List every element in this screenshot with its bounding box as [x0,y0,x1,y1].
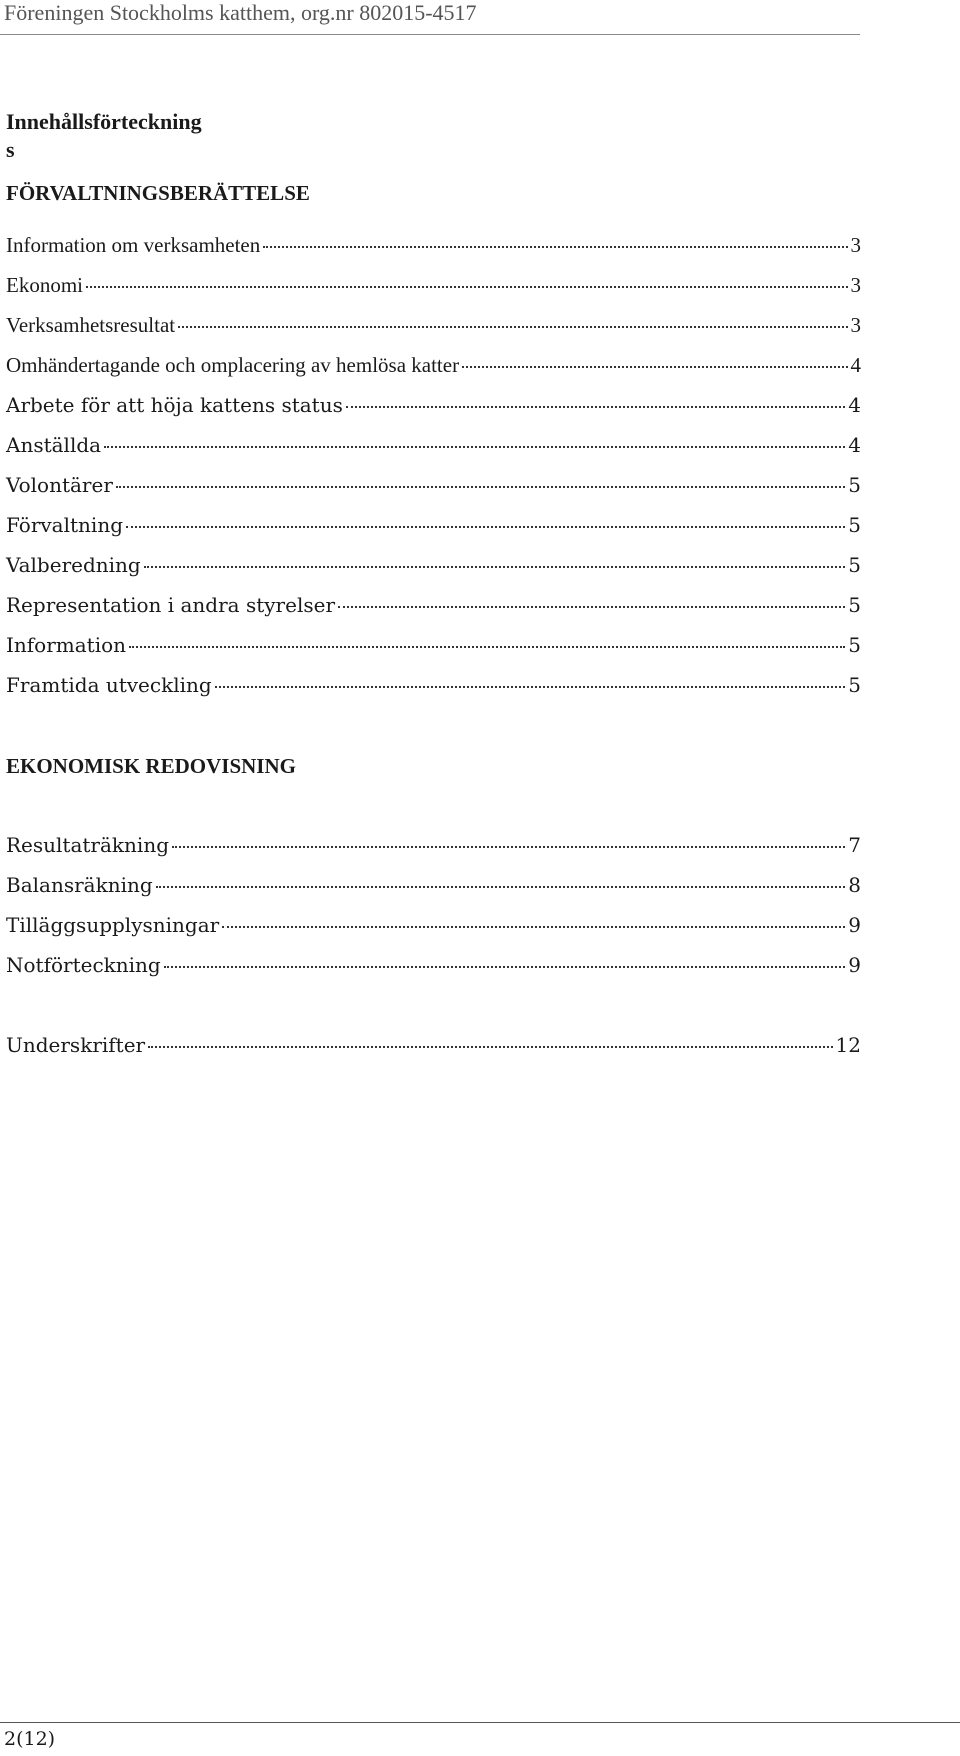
toc-entry-label: Ekonomi [6,273,83,297]
page-number: 2(12) [4,1728,56,1750]
toc-title-line1: Innehållsförteckning [6,109,202,134]
toc-entry-volontarer[interactable] [6,473,861,503]
toc-entry-arbete-for-att-hoja-kattens-status[interactable] [6,393,861,423]
toc-entry-label: Omhändertagande och omplacering av hemlösa katter [6,353,460,377]
toc-entry-label: Balansräkning [6,873,153,897]
toc-leader-dots [178,326,847,328]
toc-entry-page: 5 [848,633,861,657]
toc-entry-page: 3 [850,273,861,297]
toc-entry-label: Verksamhetsresultat [6,313,176,337]
toc-entry-label: Representation i andra styrelser [6,593,336,617]
toc-entry-page: 5 [848,553,861,577]
toc-entry-resultatrakning[interactable] [6,833,861,863]
toc-entry-page: 4 [848,393,861,417]
toc-leader-dots [222,926,845,928]
toc-leader-dots [148,1046,832,1048]
toc-entry-label: Volontärer [6,473,113,497]
toc-entry-information-om-verksamheten[interactable] [6,233,861,263]
toc-entry-label: Information om verksamheten [6,233,261,257]
toc-entry-anstallda[interactable] [6,433,861,463]
toc-entry-page: 12 [835,1033,861,1057]
toc-entry-label: Förvaltning [6,513,124,537]
toc-leader-dots [215,686,846,688]
toc-entry-ekonomi[interactable] [6,273,861,303]
toc-entry-label: Notförteckning [6,953,161,977]
toc-entry-page: 5 [848,593,861,617]
toc-entry-omhandertagande[interactable] [6,353,861,383]
toc-entry-label: Underskrifter [6,1033,146,1057]
toc-entry-label: Valberedning [6,553,141,577]
toc-entry-page: 9 [848,913,861,937]
toc-entry-label: Tilläggsupplysningar [6,913,220,937]
toc-entry-verksamhetsresultat[interactable] [6,313,861,343]
toc-entry-page: 5 [848,473,861,497]
toc-leader-dots [116,486,845,488]
toc-entry-page: 4 [850,353,861,377]
footer-divider [0,1722,960,1723]
toc-leader-dots [263,246,847,248]
toc-entry-page: 8 [848,873,861,897]
section-heading-ekonomisk-redovisning: EKONOMISK REDOVISNING [6,754,296,778]
toc-leader-dots [172,846,845,848]
toc-title-line2: s [6,137,15,162]
toc-entry-label: Resultaträkning [6,833,169,857]
toc-entry-label: Information [6,633,127,657]
toc-entry-page: 5 [848,673,861,697]
toc-entry-underskrifter[interactable] [6,1033,861,1063]
toc-leader-dots [346,406,845,408]
toc-title [6,108,202,164]
toc-leader-dots [104,446,845,448]
toc-entry-valberedning[interactable] [6,553,861,583]
toc-entry-information[interactable] [6,633,861,663]
toc-leader-dots [129,646,845,648]
toc-leader-dots [86,286,848,288]
toc-entry-label: Anställda [6,433,102,457]
toc-entry-page: 3 [850,313,861,337]
toc-entry-page: 3 [850,233,861,257]
toc-leader-dots [126,526,845,528]
header-text: Föreningen Stockholms katthem, org.nr 802015-4517 [4,0,477,25]
toc-entry-tillaggsupplysningar[interactable] [6,913,861,943]
toc-entry-balansrakning[interactable] [6,873,861,903]
toc-entry-label: Framtida utveckling [6,673,212,697]
toc-entry-page: 7 [848,833,861,857]
toc-entry-page: 4 [848,433,861,457]
toc-leader-dots [338,606,845,608]
toc-entry-label: Arbete för att höja kattens status [6,393,343,417]
toc-leader-dots [156,886,846,888]
toc-leader-dots [164,966,846,968]
toc-entry-forvaltning[interactable] [6,513,861,543]
toc-entry-page: 5 [848,513,861,537]
toc-leader-dots [462,366,847,368]
toc-leader-dots [144,566,846,568]
section-heading-forvaltningsberattelse: FÖRVALTNINGSBERÄTTELSE [6,181,310,205]
toc-entry-framtida-utveckling[interactable] [6,673,861,703]
toc-entry-page: 9 [848,953,861,977]
page-header [0,0,860,35]
toc-entry-notforteckning[interactable] [6,953,861,983]
toc-entry-representation-i-andra-styrelser[interactable] [6,593,861,623]
